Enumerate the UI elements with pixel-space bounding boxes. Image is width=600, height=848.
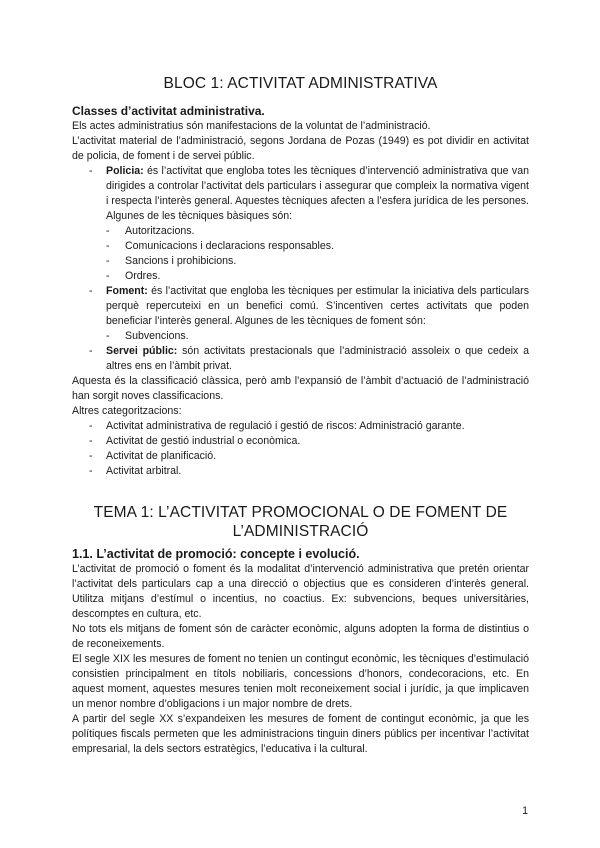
paragraph: Aquesta és la classificació clàssica, però amb l’expansió de l’àmbit d’actuació de l’administració han sorgit noves classificacions. (72, 375, 529, 402)
list-item: - Activitat de planificació. (72, 449, 529, 464)
paragraph: Altres categoritzacions: (72, 405, 182, 417)
paragraph: No tots els mitjans de foment són de caràcter econòmic, alguns adopten la forma de distintius o de reconeixements. (72, 623, 529, 650)
paragraph: Els actes administratius són manifestacions de la voluntat de l’administració. (72, 120, 431, 132)
list-item: - Activitat arbitral. (72, 464, 529, 479)
paragraph: A partir del segle XX s’expandeixen les mesures de foment de contingut econòmic, ja que les polítiques fiscals permeten que les administracions tinguin diners públics per incentivar l’activitat empresarial, la dels sectors estratègics, l’educativa i la cultural. (72, 713, 529, 755)
list-item (72, 284, 529, 344)
sub-list (72, 329, 529, 344)
sub-list-item: - Autoritzacions. (72, 224, 529, 239)
other-categories-list (72, 419, 529, 479)
activity-types-list (72, 164, 529, 374)
sub-list-item: - Subvencions. (72, 329, 529, 344)
sub-list-item: - Ordres. (72, 269, 529, 284)
list-item: - Activitat administrativa de regulació i gestió de riscos: Administració garante. (72, 419, 529, 434)
list-item: - Activitat de gestió industrial o econòmica. (72, 434, 529, 449)
sub-list-item: - Comunicacions i declaracions responsables. (72, 239, 529, 254)
bloc-title: BLOC 1: ACTIVITAT ADMINISTRATIVA (163, 75, 438, 92)
definition: és l’activitat que engloba les tècniques per estimular la iniciativa dels particulars perquè repercuteixi en un benefici comú. S’incentiven certes activitats que poden beneficiar l’interès general. Algunes de les tècniques de foment són: (106, 285, 529, 327)
definition: és l’activitat que engloba totes les tècniques d’intervenció administrativa que van dirigides a controlar l’activitat dels particulars i assegurar que compleix la normativa vigent i respecta l’interès general. Aquestes tècniques afecten a l’esfera jurídica de les persones. Algunes de les tècniques bàsiques són: (106, 165, 529, 222)
page-number: 1 (522, 805, 528, 817)
bloc1-body (72, 104, 529, 479)
tema1-body (72, 547, 529, 757)
tema-title (72, 503, 529, 541)
term: Policia: (106, 165, 144, 177)
tema-title-line: TEMA 1: L’ACTIVITAT PROMOCIONAL O DE FOMENT DE (93, 504, 508, 521)
paragraph: L’activitat material de l’administració, segons Jordana de Pozas (1949) es pot dividir en activitat de policia, de foment i de servei públic. (72, 135, 529, 162)
list-item (72, 344, 529, 374)
tema-title-line: L’ADMINISTRACIÓ (232, 523, 369, 540)
list-item (72, 164, 529, 284)
paragraph: El segle XIX les mesures de foment no tenien un contingut econòmic, les tècniques d’estimulació consistien principalment en títols nobiliaris, concessions d’honors, condecoracions, etc. En aquest moment, aquestes mesures tenien molt reconeixement social i jurídic, ja que implicaven un menor nombre d’obligacions i un major nombre de drets. (72, 653, 529, 710)
term: Foment: (106, 285, 148, 297)
section-heading: 1.1. L’activitat de promoció: concepte i evolució. (72, 547, 360, 561)
section-heading: Classes d’activitat administrativa. (72, 104, 265, 118)
definition: són activitats prestacionals que l’administració assoleix o que cedeix a altres ens en l’àmbit privat. (106, 345, 529, 372)
sub-list-item: - Sancions i prohibicions. (72, 254, 529, 269)
sub-list (72, 224, 529, 284)
paragraph: L’activitat de promoció o foment és la modalitat d’intervenció administrativa que pretén orientar l’activitat dels particulars cap a una direcció o objectius que es consideren d’interès general. Utilitza mitjans d’estímul o incentius, no coactius. Ex: subvencions, beques universitàries, descomptes en cultura, etc. (72, 563, 529, 620)
term: Servei públic: (106, 345, 178, 357)
